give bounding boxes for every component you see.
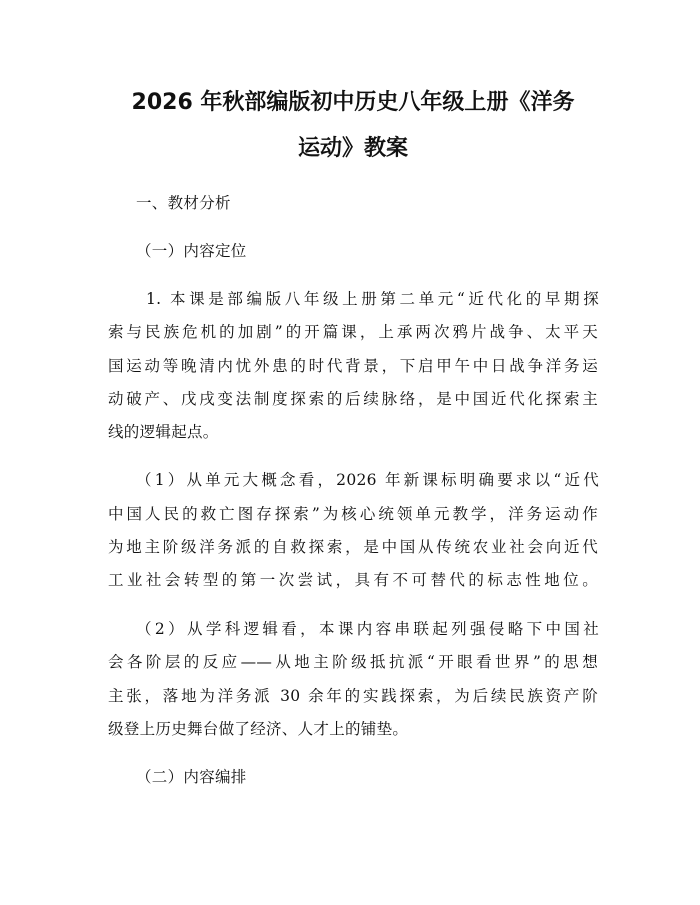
paragraph-3-line-2: 会各阶层的反应——从地主阶级抵抗派“开眼看世界”的思想 (108, 653, 598, 671)
paragraph-3-line-4: 级登上历史舞台做了经济、人才上的铺垫。 (108, 720, 409, 738)
paragraph-2-line-3: 为地主阶级洋务派的自救探索，是中国从传统农业社会向近代 (108, 538, 598, 556)
paragraph-2-line-4: 工业社会转型的第一次尝试，具有不可替代的标志性地位。 (108, 571, 598, 589)
paragraph-3-line-1: （2）从学科逻辑看，本课内容串联起列强侵略下中国社 (136, 620, 599, 638)
paragraph-2-line-1: （1）从单元大概念看，2026 年新课标明确要求以“近代 (136, 471, 599, 489)
paragraph-3-line-3: 主张，落地为洋务派 30 余年的实践探索，为后续民族资产阶 (108, 687, 598, 705)
section-heading-textbook-analysis: 一、教材分析 (136, 194, 231, 212)
paragraph-1-line-3: 国运动等晚清内忧外患的时代背景，下启甲午中日战争洋务运 (108, 357, 598, 375)
paragraph-1-line-1: 1. 本课是部编版八年级上册第二单元“近代化的早期探 (146, 290, 599, 308)
subsection-heading-content-positioning: （一）内容定位 (136, 242, 247, 260)
subsection-heading-content-arrangement: （二）内容编排 (136, 768, 247, 786)
paragraph-1-line-4: 动破产、戊戌变法制度探索的后续脉络，是中国近代化探索主 (108, 390, 598, 408)
document-title-line-1: 2026 年秋部编版初中历史八年级上册《洋务 (131, 90, 575, 115)
document-title-line-2: 运动》教案 (297, 136, 408, 161)
paragraph-2-line-2: 中国人民的救亡图存探索”为核心统领单元教学，洋务运动作 (108, 505, 598, 523)
paragraph-1-line-5: 线的逻辑起点。 (108, 423, 219, 441)
paragraph-1-line-2: 索与民族危机的加剧”的开篇课，上承两次鸦片战争、太平天 (108, 323, 598, 341)
